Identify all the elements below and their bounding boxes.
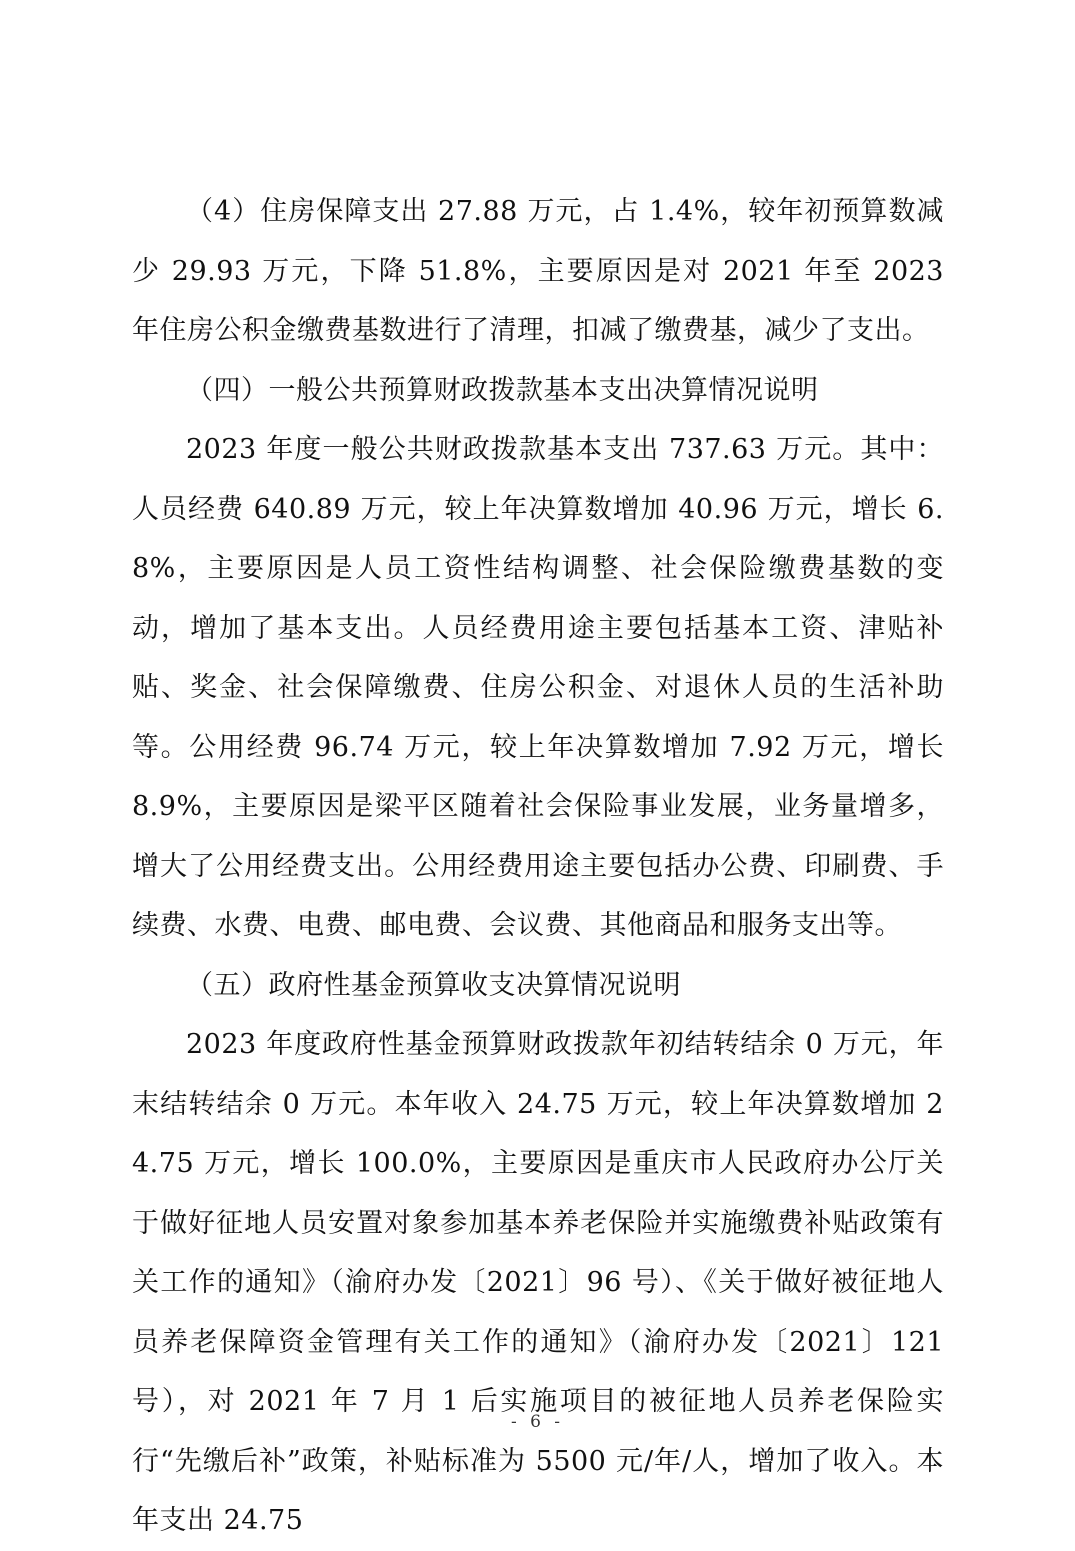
document-body [132, 182, 944, 1551]
section-heading-government-fund: （五）政府性基金预算收支决算情况说明 [186, 969, 681, 1001]
page-number: - 6 - [510, 1412, 565, 1432]
paragraph-government-fund: 2023 年度政府性基金预算财政拨款年初结转结余 0 万元，年末结转结余 0 万元。本年收入 24.75 万元，较上年决算数增加 24.75 万元，增长 100.0%，主要原因是重庆市人民政府办公厅关于做好征地人员安置对象参加基本养老保险并实施缴费补贴政策有关工作的通知》（渝府办发〔2021〕96 号）、《关于做好被征地人员养老保障资金管理有关工作的通知》（渝府办发〔2021〕121 号），对 2021 年 7 月 1 后实施项目的被征地人员养老保险实行“先缴后补”政策，补贴标准为 5500 元/年/人，增加了收入。本年支出 24.75 [132, 1029, 944, 1536]
section-heading-basic-expenditure: （四）一般公共预算财政拨款基本支出决算情况说明 [186, 374, 819, 406]
paragraph-housing-expenditure: （4）住房保障支出 27.88 万元，占 1.4%，较年初预算数减少 29.93 万元，下降 51.8%，主要原因是对 2021 年至 2023 年住房公积金缴费基数进行了清理，扣减了缴费基，减少了支出。 [132, 196, 944, 346]
paragraph-basic-expenditure: 2023 年度一般公共财政拨款基本支出 737.63 万元。其中：人员经费 640.89 万元，较上年决算数增加 40.96 万元，增长 6.8%，主要原因是人员工资性结构调整、社会保险缴费基数的变动，增加了基本支出。人员经费用途主要包括基本工资、津贴补贴、奖金、社会保障缴费、住房公积金、对退休人员的生活补助等。公用经费 96.74 万元，较上年决算数增加 7.92 万元，增长 8.9%，主要原因是梁平区随着社会保险事业发展，业务量增多，增大了公用经费支出。公用经费用途主要包括办公费、印刷费、手续费、水费、电费、邮电费、会议费、其他商品和服务支出等。 [132, 434, 944, 941]
